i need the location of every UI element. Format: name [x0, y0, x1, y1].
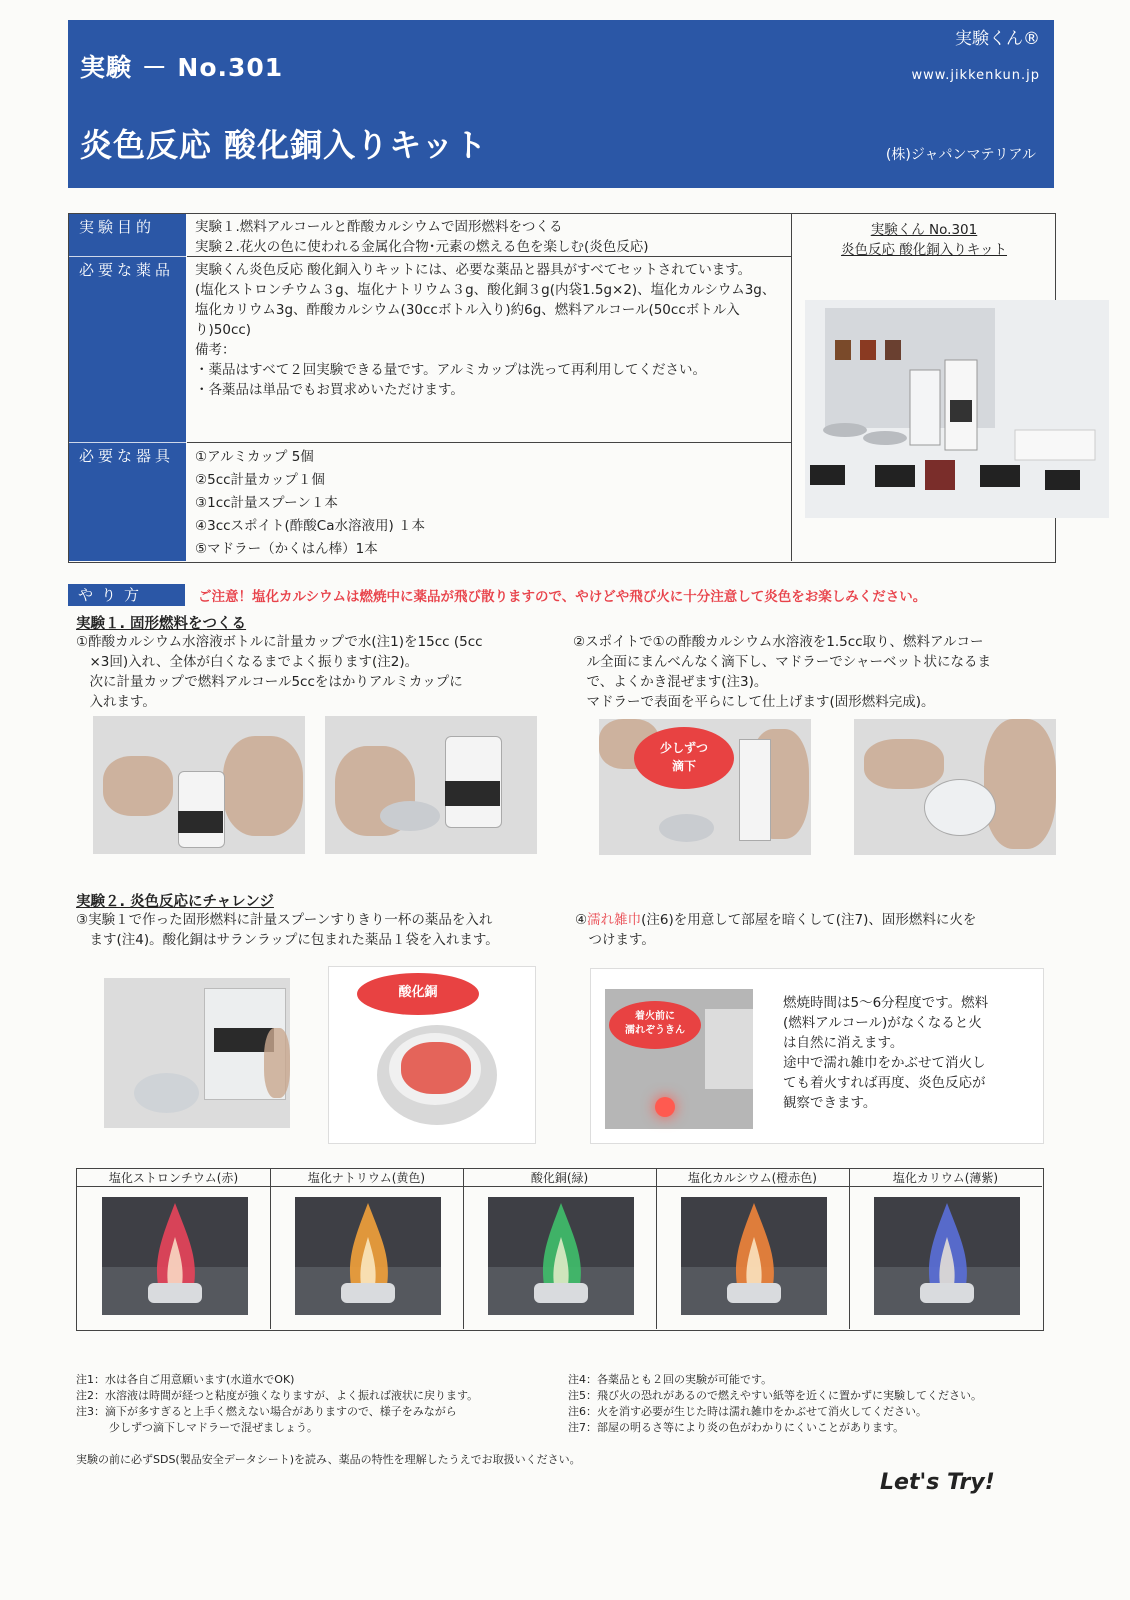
tool-item: ③1cc計量スプーン１本: [195, 495, 338, 511]
header-banner: [68, 20, 1054, 188]
chemicals-cell: [187, 257, 791, 443]
tool-item: ④3ccスポイト(酢酸Ca水溶液用) １本: [195, 518, 426, 534]
flame-column: [463, 1169, 657, 1329]
info-table: [68, 213, 1056, 563]
burn-time-text: 燃焼時間は5〜6分程度です。燃料 (燃料アルコール)がなくなると火 は自然に消えます。 途中で濡れ雑巾をかぶせて消火し ても着火すれば再度、炎色反応が 観察できます。: [783, 995, 989, 1111]
tool-item: ②5cc計量カップ１個: [195, 472, 325, 488]
exp2-step4: [575, 910, 1055, 950]
purpose-line: 実験２.花火の色に使われる金属化合物･元素の燃える色を楽しむ(炎色反応): [195, 239, 649, 255]
photo-measure-alcohol: [325, 716, 537, 854]
tools-cell: [187, 443, 791, 561]
flame-column: [270, 1169, 464, 1329]
flame-label: 塩化ナトリウム(黄色): [270, 1169, 463, 1187]
tools-label: 必要な器具: [69, 443, 186, 561]
photo-pour-water: [93, 716, 305, 854]
kit-photo: [805, 300, 1109, 518]
flame-label: 塩化カルシウム(橙赤色): [656, 1169, 849, 1187]
copper-oxide-bubble: 酸化銅: [357, 973, 479, 1015]
aluminum-cup: [920, 1283, 974, 1303]
page-title: 炎色反応 酸化銅入りキット: [80, 126, 488, 164]
lets-try: Let's Try!: [880, 1470, 995, 1495]
tool-item: ⑤マドラー（かくはん棒）1本: [195, 541, 378, 557]
chemicals-line: 実験くん炎色反応 酸化銅入りキットには、必要な薬品と器具がすべてセットされています。: [195, 262, 752, 278]
photo-copper-oxide: [328, 966, 536, 1144]
caution-text: ご注意！塩化カルシウムは燃焼中に薬品が飛び散りますので、やけどや飛び火に十分注意して炎色をお楽しみください。: [198, 589, 927, 605]
chemicals-label: 必要な薬品: [69, 257, 186, 443]
kit-photo-illustration: [805, 300, 1109, 518]
flame-column: [849, 1169, 1042, 1329]
photo-drip: [599, 719, 811, 855]
flame-column: [656, 1169, 850, 1329]
flame-photo: [102, 1197, 248, 1315]
aluminum-cup: [534, 1283, 588, 1303]
ignite-panel: [590, 968, 1044, 1144]
experiment-number: 実験 － No.301: [80, 53, 284, 82]
chemicals-line: ・薬品はすべて２回実験できる量です。アルミカップは洗って再利用してください。: [195, 362, 706, 378]
purpose-cell: [187, 214, 791, 257]
wet-towel-highlight: 濡れ雑巾: [587, 912, 642, 928]
flame-label: 塩化カリウム(薄紫): [849, 1169, 1042, 1187]
flame-label: 塩化ストロンチウム(赤): [77, 1169, 270, 1187]
flame-photo: [681, 1197, 827, 1315]
flame-photo: [874, 1197, 1020, 1315]
wet-towel-bubble: 着火前に 濡れぞうきん: [609, 1001, 701, 1049]
notes-right: 注4：各薬品とも２回の実験が可能です。 注5：飛び火の恐れがあるので燃えやすい紙等を近くに置かずに実験してください。 注6：火を消す必要が生じた時は濡れ雑巾をかぶせて消火してください。 注7：部屋の明るさ等により炎の色がわかりにくいことがあります。: [568, 1373, 982, 1434]
photo-stir: [854, 719, 1056, 855]
exp1-step2: ②スポイトで①の酢酸カルシウム水溶液を1.5cc取り、燃料アルコー ル全面にまんべんなく滴下し、マドラーでシャーベット状になるま で、よくかき混ぜます(注3)。 マドラーで表面を平らにして仕上げます(固形燃料完成)。: [573, 634, 991, 710]
aluminum-cup: [727, 1283, 781, 1303]
flame-color-table: [76, 1168, 1044, 1331]
chemicals-line: ・各薬品は単品でもお買求めいただけます。: [195, 382, 464, 398]
flame-column: [77, 1169, 271, 1329]
photo-add-chemical: [104, 978, 290, 1128]
notes-left: 注1：水は各自ご用意願います(水道水でOK) 注2：水溶液は時間が経つと粘度が強くなりますが、よく振れば液状に戻ります。 注3：滴下が多すぎると上手く燃えない場合がありますので、様子をみながら 少しずつ滴下しマドラーで混ぜましょう。: [76, 1373, 479, 1434]
step4-prefix: ④: [575, 912, 588, 928]
exp1-step1: ①酢酸カルシウム水溶液ボトルに計量カップで水(注1)を15cc (5cc ×3回)入れ、全体が白くなるまでよく振ります(注2)。 次に計量カップで燃料アルコール5ccをはかりアルミカップに 入れます。: [76, 634, 483, 710]
aluminum-cup: [341, 1283, 395, 1303]
flame-label: 酸化銅(緑): [463, 1169, 656, 1187]
chemicals-line: (塩化ストロンチウム３g、塩化ナトリウム３g、酸化銅３g(内袋1.5g×2)、塩化カルシウム3g、塩化カリウム3g、酢酸カルシウム(30ccボトル入り)約6g、燃料アルコール(50ccボトル入り)50cc): [195, 282, 776, 338]
method-label: やり方: [68, 584, 185, 606]
purpose-label: 実験目的: [69, 214, 186, 257]
purpose-line: 実験１.燃料アルコールと酢酸カルシウムで固形燃料をつくる: [195, 219, 563, 235]
flame-photo: [295, 1197, 441, 1315]
exp2-step3: ③実験１で作った固形燃料に計量スプーンすりきり一杯の薬品を入れ ます(注4)。酸化銅はサランラップに包まれた薬品１袋を入れます。: [76, 912, 499, 948]
kit-caption: 炎色反応 酸化銅入りキット: [840, 242, 1008, 258]
aluminum-cup: [148, 1283, 202, 1303]
tool-item: ①アルミカップ 5個: [195, 449, 314, 465]
exp2-heading: 実験２. 炎色反応にチャレンジ: [76, 894, 274, 910]
exp1-heading: 実験１. 固形燃料をつくる: [76, 616, 247, 632]
photo-ignite: [605, 989, 753, 1129]
drip-bubble: 少しずつ 滴下: [634, 727, 734, 789]
flame-photo: [488, 1197, 634, 1315]
kit-caption: 実験くん No.301: [870, 222, 978, 238]
brand-name: 実験くん®: [955, 29, 1040, 49]
website-url: www.jikkenkun.jp: [911, 68, 1040, 83]
chemicals-line: 備考：: [195, 342, 236, 358]
sds-notice: 実験の前に必ずSDS(製品安全データシート)を読み、薬品の特性を理解したうえでお取扱いください。: [76, 1453, 581, 1466]
company-name: (株)ジャパンマテリアル: [885, 147, 1036, 163]
step4-rest: (注6)を用意して部屋を暗くして(注7)、固形燃料に火を つけます。: [588, 912, 977, 948]
